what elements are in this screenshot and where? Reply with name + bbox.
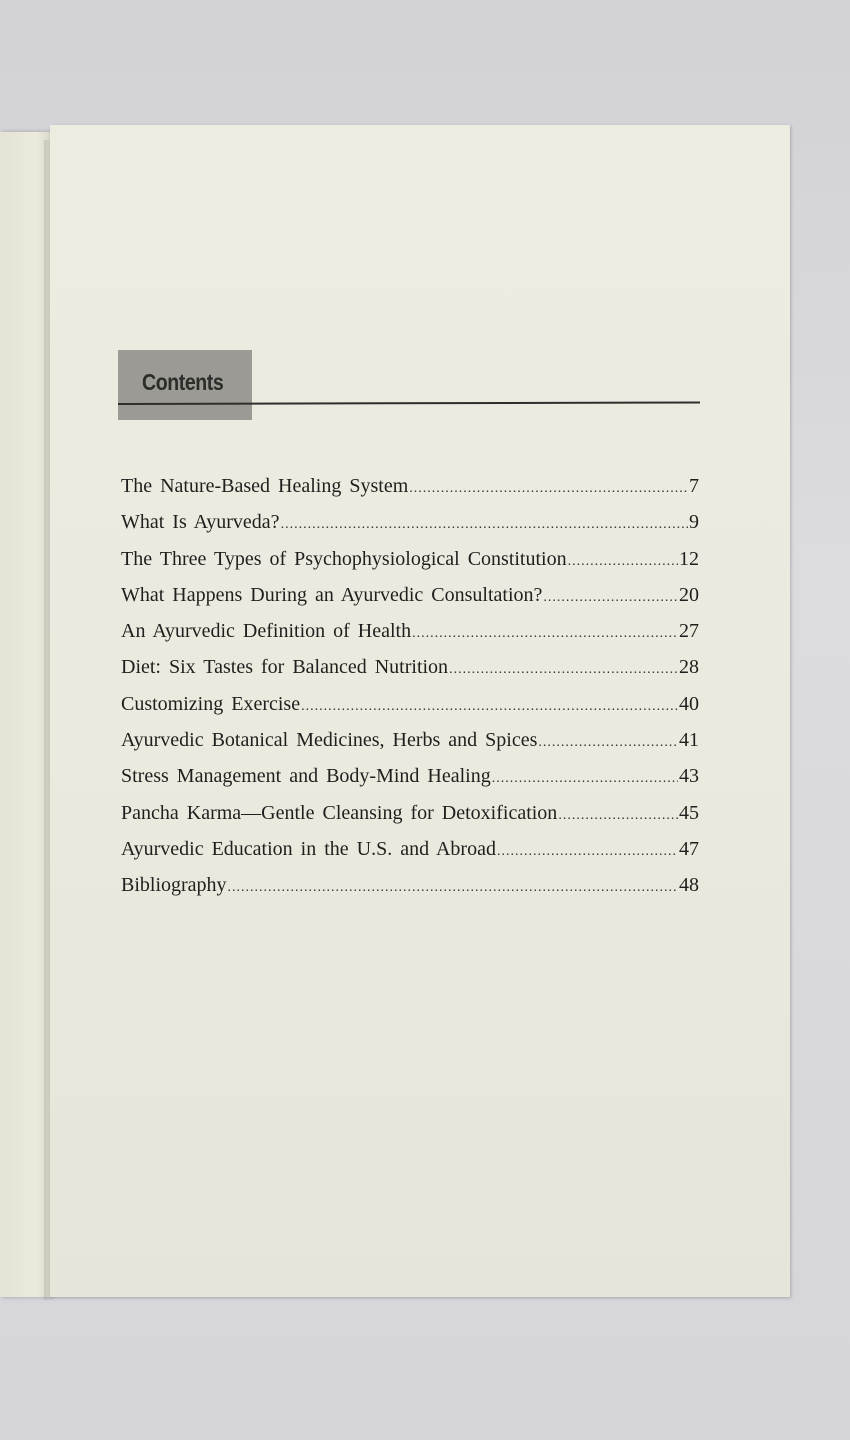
toc-entry-page-number: 12 bbox=[679, 547, 699, 570]
toc-entry-title: An Ayurvedic Definition of Health bbox=[121, 620, 412, 643]
toc-entry[interactable] bbox=[121, 620, 699, 656]
toc-entry-page-number: 7 bbox=[689, 475, 699, 497]
toc-dot-leader bbox=[412, 626, 678, 642]
toc-entry[interactable] bbox=[121, 548, 699, 584]
toc-entry-page-number: 20 bbox=[679, 583, 699, 606]
toc-dot-leader bbox=[228, 880, 678, 896]
toc-entry-title: The Three Types of Psychophysiological Constitution bbox=[121, 547, 567, 570]
toc-dot-leader bbox=[409, 481, 688, 497]
toc-entry[interactable] bbox=[121, 584, 699, 620]
toc-entry-page-number: 27 bbox=[679, 620, 699, 643]
toc-entry-title: What Is Ayurveda? bbox=[121, 511, 280, 534]
toc-dot-leader bbox=[558, 808, 678, 824]
toc-entry[interactable] bbox=[121, 693, 699, 729]
toc-entry-title: Customizing Exercise bbox=[121, 692, 301, 715]
toc-dot-leader bbox=[497, 844, 678, 860]
heading-rule bbox=[118, 401, 700, 405]
toc-entry-page-number: 43 bbox=[679, 765, 699, 788]
contents-heading: Contents bbox=[142, 369, 224, 395]
toc-dot-leader bbox=[568, 554, 678, 570]
toc-entry[interactable] bbox=[121, 765, 699, 801]
book-page bbox=[50, 125, 790, 1297]
toc-entry-page-number: 45 bbox=[679, 801, 699, 824]
toc-dot-leader bbox=[281, 517, 688, 533]
toc-dot-leader bbox=[543, 590, 678, 606]
toc-entry-page-number: 41 bbox=[679, 729, 699, 752]
toc-dot-leader bbox=[301, 699, 678, 715]
toc-entry[interactable] bbox=[121, 838, 699, 874]
toc-entry[interactable] bbox=[121, 656, 699, 692]
toc-entry-page-number: 48 bbox=[679, 874, 699, 897]
toc-entry[interactable] bbox=[121, 874, 699, 910]
toc-entry[interactable] bbox=[121, 511, 699, 547]
toc-entry-title: Stress Management and Body-Mind Healing bbox=[121, 765, 491, 788]
toc-entry-page-number: 28 bbox=[679, 656, 699, 679]
toc-entry-title: What Happens During an Ayurvedic Consultation? bbox=[121, 583, 543, 606]
toc-entry-title: Diet: Six Tastes for Balanced Nutrition bbox=[121, 656, 449, 679]
toc-dot-leader bbox=[492, 771, 678, 787]
toc-entry-title: Ayurvedic Education in the U.S. and Abroad bbox=[121, 837, 496, 860]
toc-entry[interactable] bbox=[121, 475, 699, 511]
table-of-contents bbox=[121, 475, 699, 911]
toc-entry-title: Pancha Karma—Gentle Cleansing for Detoxification bbox=[121, 801, 558, 824]
toc-dot-leader bbox=[449, 662, 678, 678]
toc-entry-page-number: 9 bbox=[689, 511, 699, 534]
toc-entry-title: The Nature-Based Healing System bbox=[121, 475, 409, 497]
toc-entry-title: Bibliography bbox=[121, 874, 227, 897]
toc-entry[interactable] bbox=[121, 729, 699, 765]
toc-entry[interactable] bbox=[121, 802, 699, 838]
toc-entry-title: Ayurvedic Botanical Medicines, Herbs and Spices bbox=[121, 729, 538, 752]
toc-entry-page-number: 40 bbox=[679, 692, 699, 715]
toc-entry-page-number: 47 bbox=[679, 837, 699, 860]
toc-dot-leader bbox=[538, 735, 678, 751]
